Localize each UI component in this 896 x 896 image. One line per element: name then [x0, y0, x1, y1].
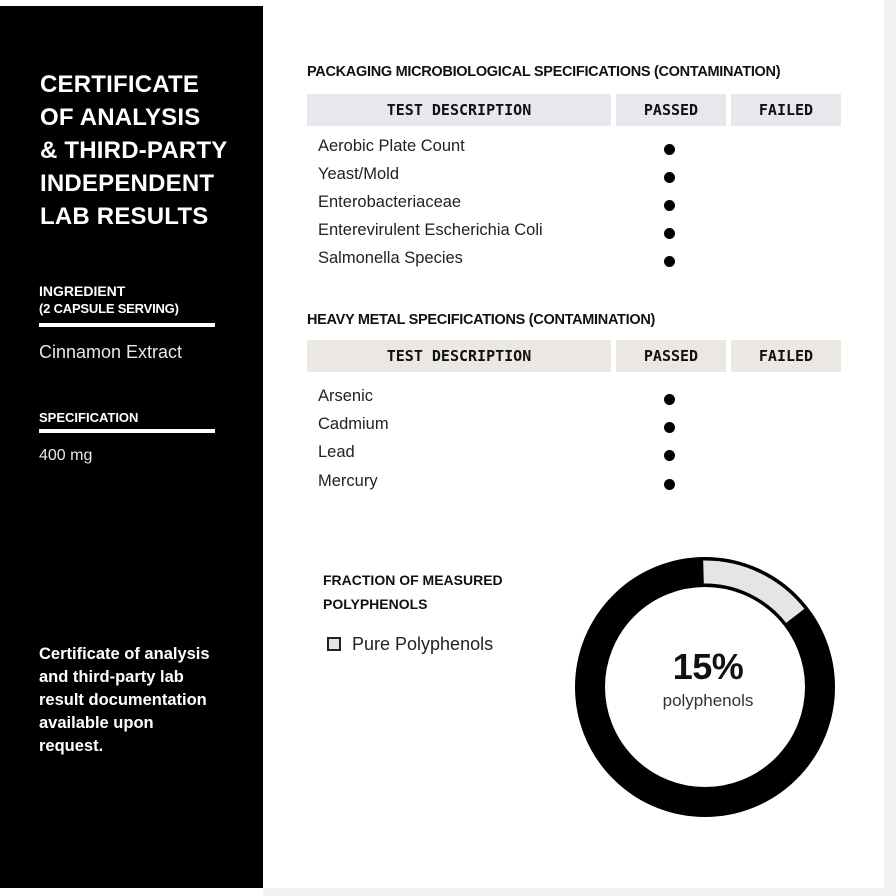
test-name: Lead: [318, 443, 355, 461]
title-line: LAB RESULTS: [40, 203, 209, 230]
note-line: available upon: [39, 714, 154, 732]
title-line: INDEPENDENT: [40, 170, 215, 197]
ingredient-divider: [39, 323, 215, 327]
table-row: [307, 412, 841, 440]
title-line: OF ANALYSIS: [40, 104, 201, 131]
right-border-strip: [884, 0, 896, 896]
specification-value: 400 mg: [39, 447, 93, 464]
table-row: [307, 469, 841, 497]
polyphenol-section-title: [323, 568, 583, 616]
note-line: and third-party lab: [39, 668, 184, 686]
metals-table-header: [307, 340, 841, 372]
percent-unit: polyphenols: [662, 691, 754, 710]
donut-highlight-segment: [702, 559, 807, 625]
table-row: [307, 190, 841, 218]
header-passed: PASSED: [616, 340, 726, 372]
bottom-border-strip: [263, 888, 896, 896]
test-name: Enterevirulent Escherichia Coli: [318, 221, 543, 239]
passed-mark: [664, 256, 675, 267]
note-line: result documentation: [39, 691, 207, 709]
passed-mark: [664, 422, 675, 433]
percent-value: 15%: [672, 646, 744, 687]
ingredient-serving: (2 CAPSULE SERVING): [39, 301, 179, 316]
certificate-title: [40, 68, 255, 233]
header-test-description: TEST DESCRIPTION: [307, 340, 611, 372]
passed-mark: [664, 394, 675, 405]
note-line: request.: [39, 737, 104, 755]
micro-section-title: PACKAGING MICROBIOLOGICAL SPECIFICATIONS (CONTAMINATION): [307, 64, 781, 80]
specification-divider: [39, 429, 215, 433]
passed-mark: [664, 228, 675, 239]
table-row: [307, 134, 841, 162]
micro-table-header: [307, 94, 841, 126]
legend-swatch: [327, 637, 341, 651]
ingredient-heading: INGREDIENT: [39, 283, 126, 299]
passed-mark: [664, 172, 675, 183]
table-row: [307, 440, 841, 468]
passed-mark: [664, 200, 675, 211]
title-line: CERTIFICATE: [40, 71, 200, 98]
table-row: [307, 384, 841, 412]
documentation-note: [39, 643, 254, 758]
test-name: Cadmium: [318, 415, 389, 433]
note-line: Certificate of analysis: [39, 645, 210, 663]
ingredient-label: [39, 282, 179, 318]
header-failed: FAILED: [731, 94, 841, 126]
metals-section-title: HEAVY METAL SPECIFICATIONS (CONTAMINATION): [307, 312, 656, 328]
table-row: [307, 218, 841, 246]
test-name: Salmonella Species: [318, 249, 463, 267]
passed-mark: [664, 450, 675, 461]
legend-label: Pure Polyphenols: [352, 634, 494, 654]
test-name: Mercury: [318, 472, 378, 490]
table-row: [307, 246, 841, 274]
passed-mark: [664, 479, 675, 490]
table-row: [307, 162, 841, 190]
title-line: POLYPHENOLS: [323, 596, 428, 612]
title-line: FRACTION OF MEASURED: [323, 572, 503, 588]
header-failed: FAILED: [731, 340, 841, 372]
sidebar-panel: [0, 6, 263, 888]
test-name: Aerobic Plate Count: [318, 137, 465, 155]
ingredient-value: Cinnamon Extract: [39, 342, 183, 362]
passed-mark: [664, 144, 675, 155]
test-name: Enterobacteriaceae: [318, 193, 462, 211]
specification-label: SPECIFICATION: [39, 410, 139, 425]
test-name: Arsenic: [318, 387, 374, 405]
test-name: Yeast/Mold: [318, 165, 400, 183]
header-passed: PASSED: [616, 94, 726, 126]
header-test-description: TEST DESCRIPTION: [307, 94, 611, 126]
title-line: & THIRD-PARTY: [40, 137, 228, 164]
